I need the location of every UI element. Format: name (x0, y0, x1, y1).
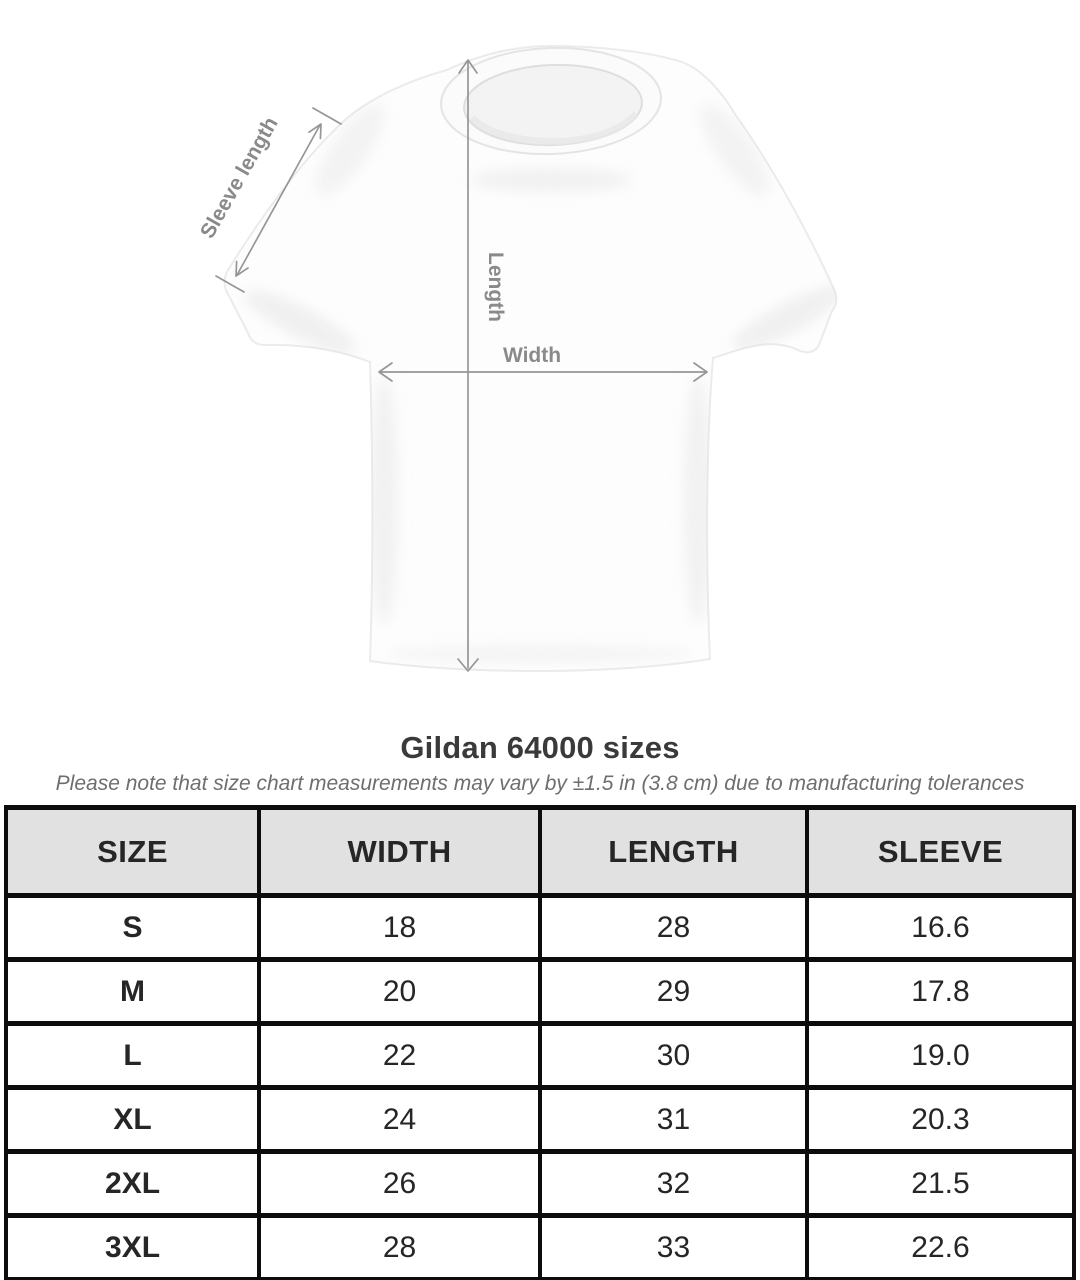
table-row (6, 1024, 1074, 1088)
table-row (6, 1152, 1074, 1216)
size-table-header-row (6, 808, 1074, 896)
length-value: 29 (540, 960, 807, 1024)
size-value: S (6, 896, 259, 960)
column-header-sleeve: SLEEVE (807, 808, 1074, 896)
tolerance-disclaimer: Please note that size chart measurements may vary by ±1.5 in (3.8 cm) due to manufacturing tolerances (55, 772, 1025, 795)
length-value: 30 (540, 1024, 807, 1088)
sleeve-value: 17.8 (807, 960, 1074, 1024)
length-value: 28 (540, 896, 807, 960)
width-value: 26 (259, 1152, 540, 1216)
column-header-size: SIZE (6, 808, 259, 896)
size-table (4, 805, 1076, 1280)
size-value: L (6, 1024, 259, 1088)
length-value: 31 (540, 1088, 807, 1152)
size-value: 3XL (6, 1216, 259, 1280)
size-value: XL (6, 1088, 259, 1152)
length-label: Length (484, 252, 507, 322)
length-value: 33 (540, 1216, 807, 1280)
sleeve-length-label: Sleeve length (195, 113, 283, 243)
page-title: Gildan 64000 sizes (400, 730, 680, 765)
table-row (6, 960, 1074, 1024)
sleeve-value: 16.6 (807, 896, 1074, 960)
sleeve-value: 19.0 (807, 1024, 1074, 1088)
width-value: 20 (259, 960, 540, 1024)
width-label: Width (502, 344, 562, 367)
length-value: 32 (540, 1152, 807, 1216)
sleeve-value: 22.6 (807, 1216, 1074, 1280)
table-row (6, 896, 1074, 960)
sleeve-value: 20.3 (807, 1088, 1074, 1152)
width-value: 28 (259, 1216, 540, 1280)
sleeve-value: 21.5 (807, 1152, 1074, 1216)
table-row (6, 1216, 1074, 1280)
width-value: 24 (259, 1088, 540, 1152)
width-value: 22 (259, 1024, 540, 1088)
table-row (6, 1088, 1074, 1152)
size-value: 2XL (6, 1152, 259, 1216)
size-value: M (6, 960, 259, 1024)
column-header-width: WIDTH (259, 808, 540, 896)
column-header-length: LENGTH (540, 808, 807, 896)
width-value: 18 (259, 896, 540, 960)
